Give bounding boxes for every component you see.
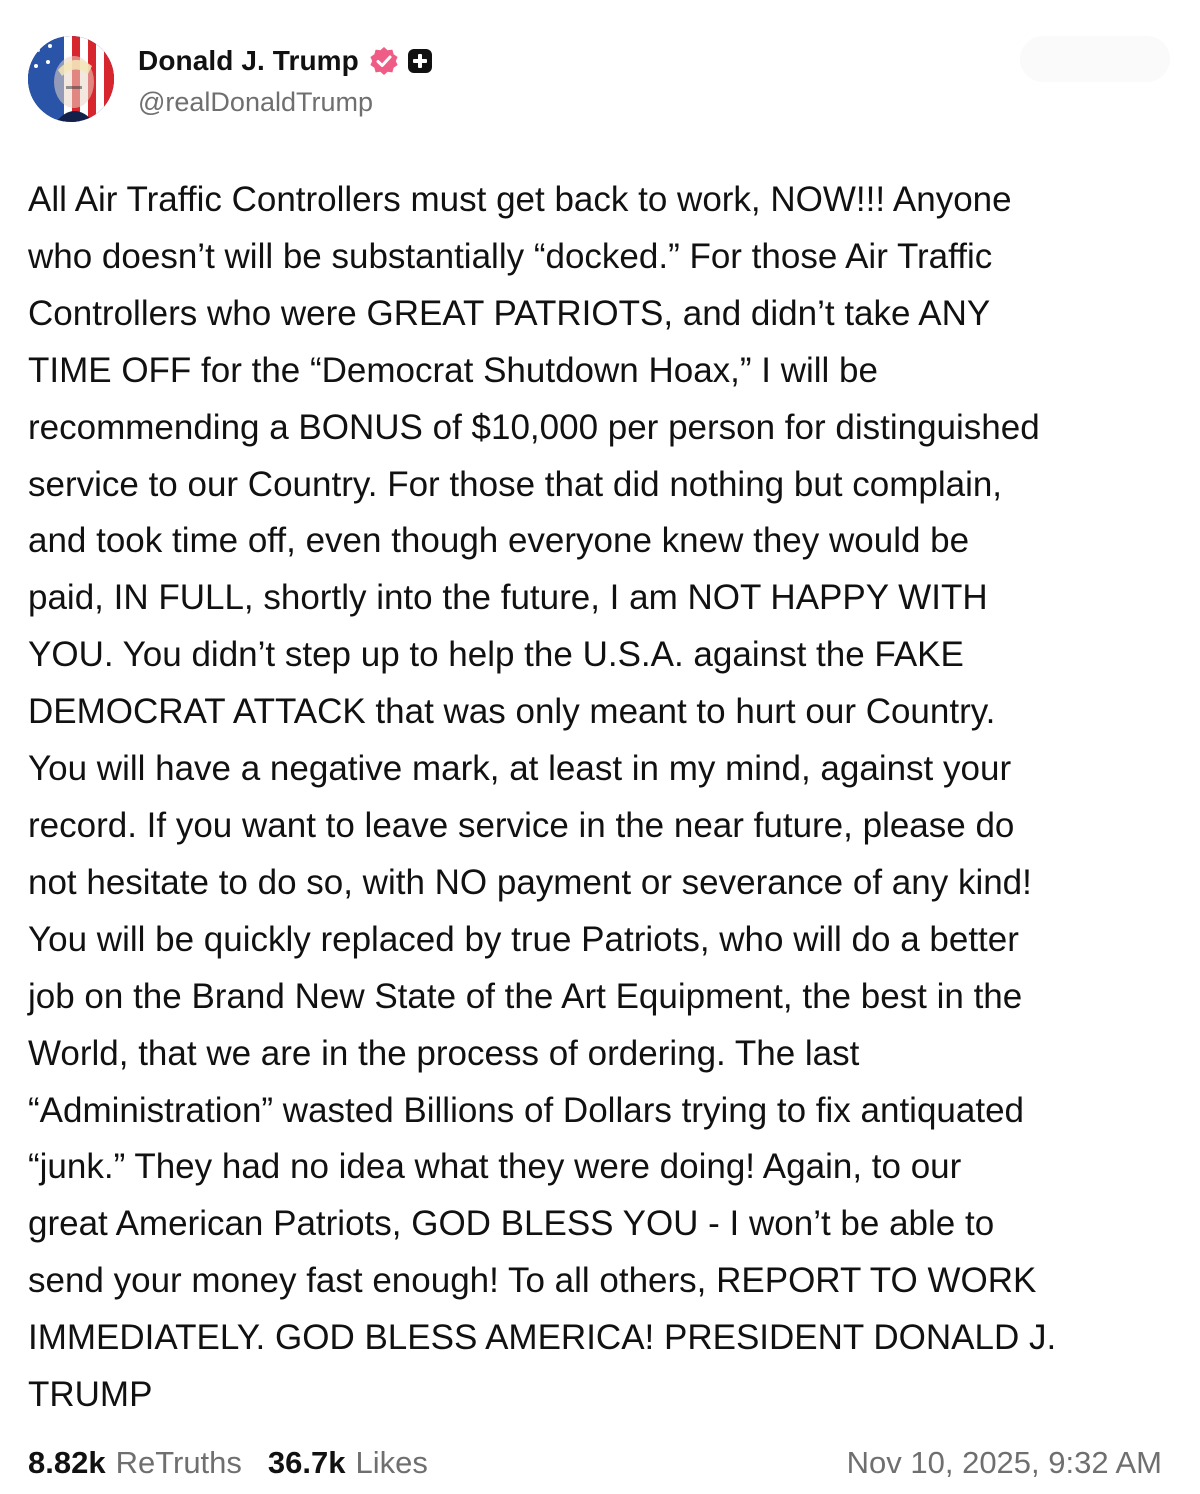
author-display-name[interactable]: Donald J. Trump [138, 44, 359, 76]
post-footer [28, 1440, 1162, 1486]
likes-count: 36.7k [267, 1445, 346, 1480]
retruths-count: 8.82k [28, 1445, 106, 1480]
author-handle[interactable]: @realDonaldTrump [138, 86, 373, 117]
likes-stat[interactable] [268, 1445, 428, 1481]
plus-badge-icon [407, 48, 433, 74]
author-names [138, 36, 433, 122]
post-header [28, 36, 433, 122]
retruths-stat[interactable] [28, 1445, 242, 1481]
likes-label: Likes [355, 1445, 428, 1480]
post-timestamp[interactable]: Nov 10, 2025, 9:32 AM [846, 1445, 1162, 1480]
follow-button-placeholder[interactable] [1020, 36, 1170, 82]
post-text: All Air Traffic Controllers must get back to work, NOW!!! Anyone who doesn’t will be substantially “docked.” For those Air Traffic Controllers who were GREAT PATRIOTS, and didn’t take ANY TIME OFF for the “Democrat Shutdown Hoax,” I will be recommending a BONUS of $10,000 per person for distinguished service to our Country. For those that did nothing but complain, and took time off, even though everyone knew they would be paid, IN FULL, shortly into the future, I am NOT HAPPY WITH YOU. You didn’t step up to help the U.S.A. against the FAKE DEMOCRAT ATTACK that was only meant to hurt our Country. You will have a negative mark, at least in my mind, against your record. If you want to leave service in the near future, please do not hesitate to do so, with NO payment or severance of any kind! You will be quickly replaced by true Patriots, who will do a better job on the Brand New State of the Art Equipment, the best in the World, that we are in the process of ordering. The last “Administration” wasted Billions of Dollars trying to fix antiquated “junk.” They had no idea what they were doing! Again, to our great American Patriots, GOD BLESS YOU - I won’t be able to send your money fast enough! To all others, REPORT TO WORK IMMEDIATELY. GOD BLESS AMERICA! PRESIDENT DONALD J. TRUMP [28, 180, 1057, 1415]
retruths-label: ReTruths [115, 1445, 242, 1480]
verified-badge-icon [369, 46, 399, 76]
avatar[interactable] [28, 36, 114, 122]
avatar-image [28, 36, 114, 122]
name-row [138, 41, 433, 81]
